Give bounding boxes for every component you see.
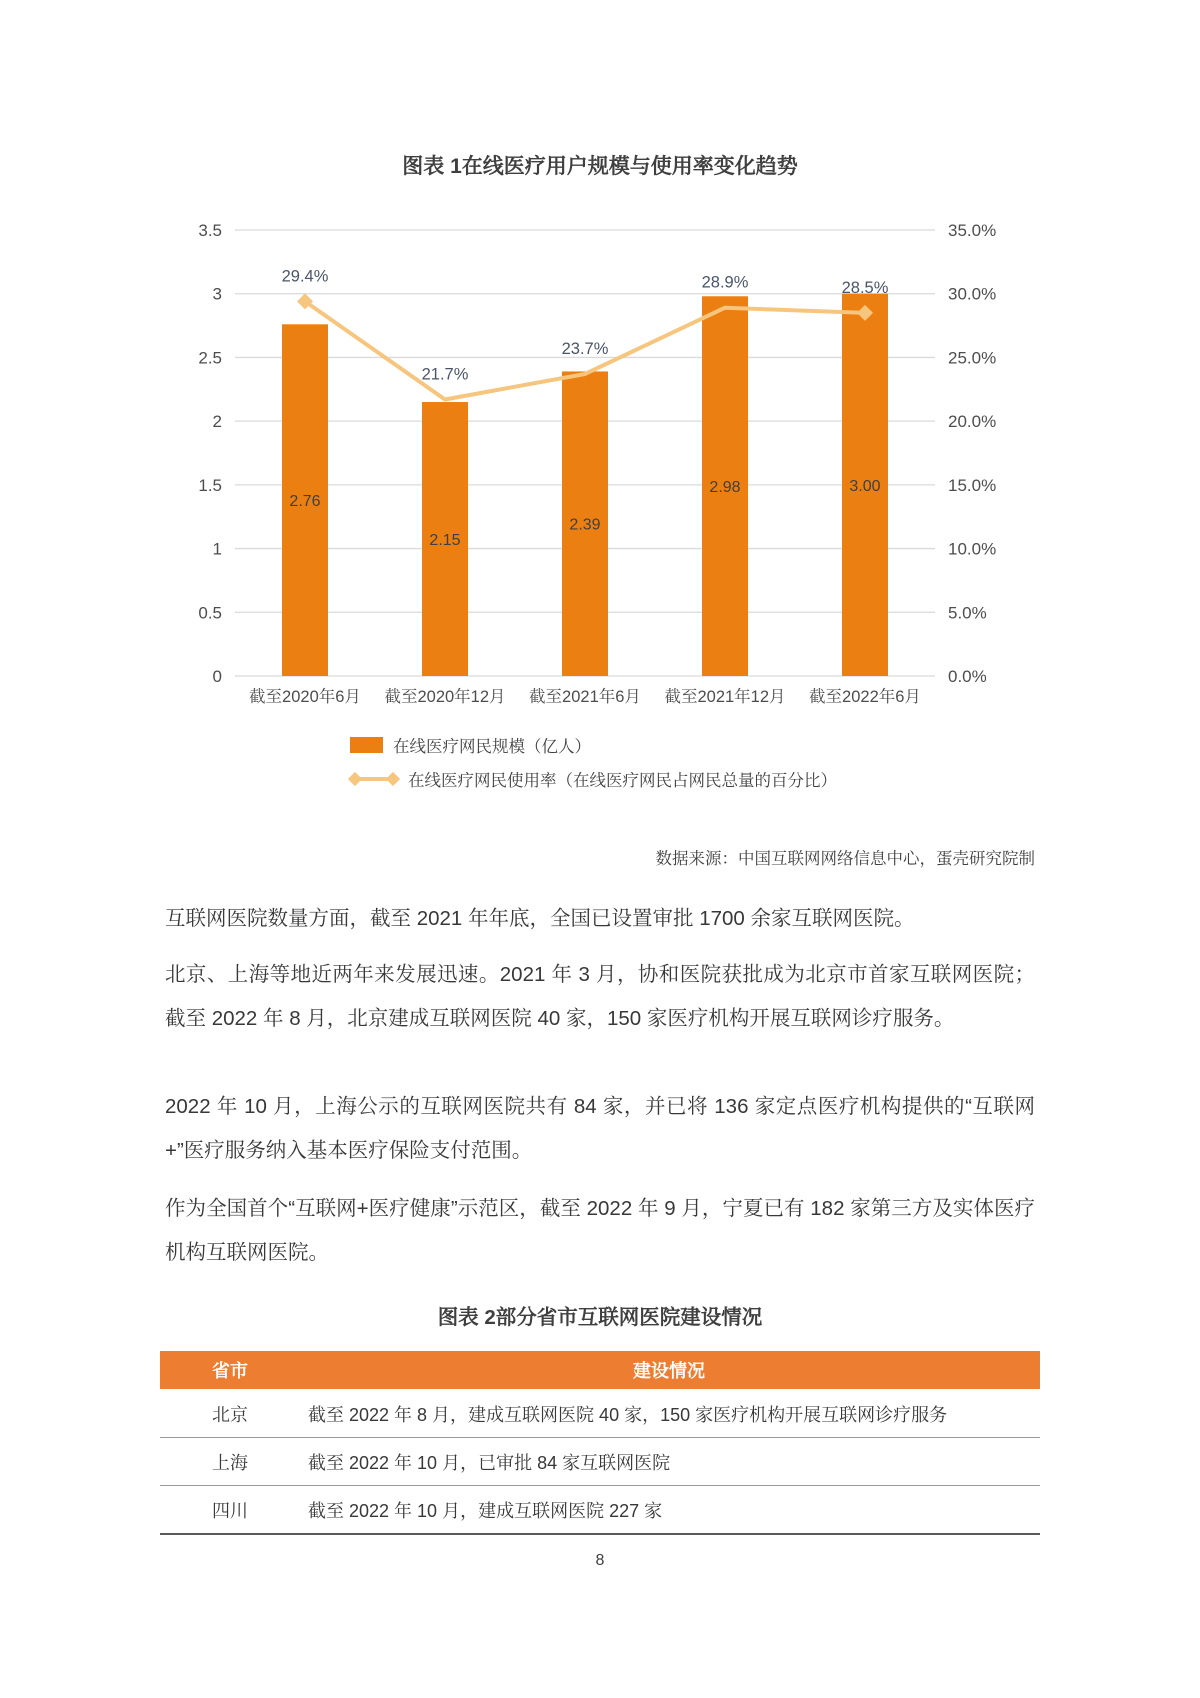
bar-series-swatch-icon xyxy=(350,737,383,753)
table-header-province: 省市 xyxy=(212,1361,248,1381)
province-table xyxy=(160,1351,1040,1535)
data-source-note: 数据来源：中国互联网网络信息中心，蛋壳研究院制 xyxy=(655,850,1035,868)
province-cell: 北京 xyxy=(212,1404,248,1425)
page-number: 8 xyxy=(595,1552,605,1569)
body-paragraph: 互联网医院数量方面，截至 2021 年年底，全国已设置审批 1700 余家互联网医院。 xyxy=(165,907,915,930)
left-axis-tick: 2.5 xyxy=(198,348,222,368)
bar-value-label: 2.39 xyxy=(569,516,601,534)
body-paragraph: 2022 年 10 月，上海公示的互联网医院共有 84 家，并已将 136 家定点医疗机构提供的“互联网+”医疗服务纳入基本医疗保险支付范围。 xyxy=(165,1095,1035,1162)
table-body xyxy=(160,1389,1040,1533)
legend-row-bar xyxy=(350,728,837,762)
body-paragraph: 作为全国首个“互联网+医疗健康”示范区，截至 2022 年 9 月，宁夏已有 182 家第三方及实体医疗机构互联网医院。 xyxy=(165,1197,1035,1264)
x-axis-category-label: 截至2021年6月 xyxy=(529,688,641,706)
right-axis-tick: 10.0% xyxy=(948,539,997,559)
legend-row-line xyxy=(350,762,837,796)
line-value-label: 28.9% xyxy=(701,273,749,292)
status-cell: 截至 2022 年 8 月，建成互联网医院 40 家，150 家医疗机构开展互联网诊疗服务 xyxy=(308,1404,948,1425)
status-cell: 截至 2022 年 10 月，已审批 84 家互联网医院 xyxy=(308,1452,671,1473)
combo-chart xyxy=(150,200,1010,720)
x-axis-category-label: 截至2020年6月 xyxy=(249,688,361,706)
legend-label-line: 在线医疗网民使用率（在线医疗网民占网民总量的百分比） xyxy=(408,772,837,790)
figure1-title: 图表 1在线医疗用户规模与使用率变化趋势 xyxy=(402,155,798,178)
table-row xyxy=(160,1437,1040,1485)
left-axis-tick: 0 xyxy=(212,667,222,686)
bar-value-label: 2.98 xyxy=(709,479,741,497)
line-value-label: 21.7% xyxy=(421,365,469,384)
line-value-label: 23.7% xyxy=(561,339,609,358)
status-cell: 截至 2022 年 10 月，建成互联网医院 227 家 xyxy=(308,1500,663,1521)
province-cell: 四川 xyxy=(212,1500,248,1521)
right-axis-tick: 30.0% xyxy=(948,284,997,304)
line-value-label: 29.4% xyxy=(281,267,329,286)
body-paragraph: 北京、上海等地近两年来发展迅速。2021 年 3 月，协和医院获批成为北京市首家互联网医院；截至 2022 年 8 月，北京建成互联网医院 40 家，150 家医疗机构开展互联网诊疗服务。 xyxy=(165,963,1035,1030)
right-axis-tick: 5.0% xyxy=(948,603,987,623)
left-axis-tick: 3 xyxy=(212,284,222,304)
left-axis-tick: 2 xyxy=(212,412,222,432)
x-axis-category-label: 截至2022年6月 xyxy=(809,688,921,706)
bar-value-label: 2.76 xyxy=(289,493,321,511)
left-axis-tick: 1.5 xyxy=(198,475,222,495)
right-axis-tick: 0.0% xyxy=(948,667,987,686)
left-axis-tick: 3.5 xyxy=(198,221,222,240)
table-header-status: 建设情况 xyxy=(633,1361,705,1381)
table-header-row xyxy=(160,1351,1040,1389)
left-axis-tick: 1 xyxy=(212,539,222,559)
x-axis-category-label: 截至2021年12月 xyxy=(664,688,786,706)
line-series-marker-icon xyxy=(350,771,398,787)
right-axis-tick: 35.0% xyxy=(948,221,997,240)
legend-label-bar: 在线医疗网民规模（亿人） xyxy=(393,738,591,756)
left-axis-tick: 0.5 xyxy=(198,603,222,623)
bar-value-label: 2.15 xyxy=(429,532,461,550)
province-cell: 上海 xyxy=(212,1452,248,1473)
right-axis-tick: 15.0% xyxy=(948,475,997,495)
chart-legend xyxy=(350,728,837,796)
right-axis-tick: 25.0% xyxy=(948,348,997,368)
table-row xyxy=(160,1485,1040,1533)
bar-value-label: 3.00 xyxy=(849,477,881,495)
x-axis-category-label: 截至2020年12月 xyxy=(384,688,506,706)
right-axis-tick: 20.0% xyxy=(948,412,997,432)
table-row xyxy=(160,1389,1040,1437)
line-value-label: 28.5% xyxy=(841,278,889,297)
figure2-title: 图表 2部分省市互联网医院建设情况 xyxy=(437,1306,763,1329)
